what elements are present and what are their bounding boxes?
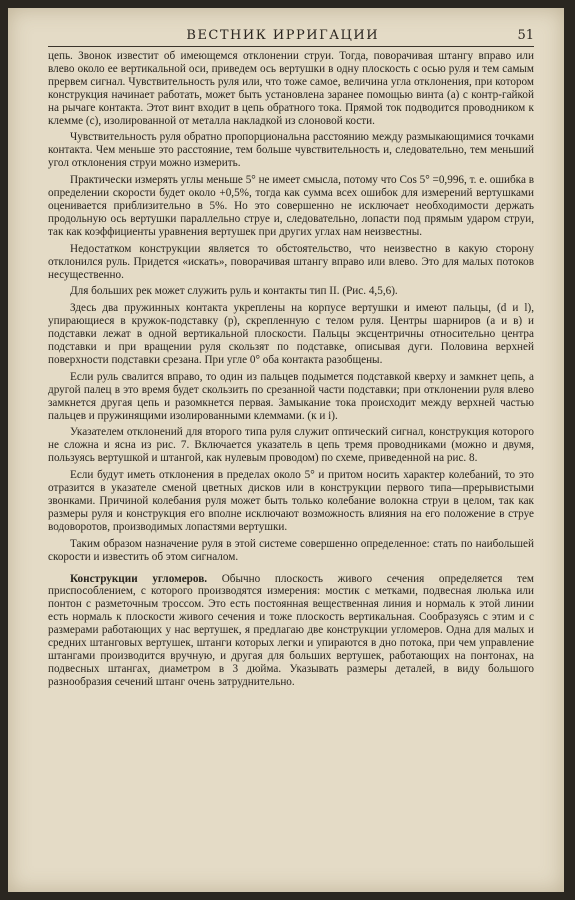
page-number: 51 — [517, 28, 534, 43]
section-text: Обычно плоскость живого сечения определяется тем приспособлением, с которого производятся измерения: мостик с метками, подвесная люлька или понтон с разметочным троссом. Это есть постоянная вещественная линия и нормаль к этой линии есть нормаль к плоскости живого сечения и тоже плоскость вертикальная. Сообразуясь с этим и с размерами работающих у нас вертушек, я предлагаю две конструкции угломеров. Одна для малых и средних штанговых вертушек, штанги которых легки и упираются в дно потока, при чем управление штангами производится вручную, и другая для больших вертушек, работающих на понтонах, на подвесных штангах, диаметром в 3 дюйма. Указывать размеры деталей, в виду большого разнообразия сечений штанг очень затруднительно. — [48, 572, 535, 688]
paragraph-1: цепь. Звонок известит об имеющемся отклонении струи. Тогда, поворачивая штангу вправо или влево около ее вертикальной оси, приведем ось вертушки в одну плоскость с осью руля и тем самым прервем сигнал. Чувствительность руля или, что тоже самое, величина угла отклонения, при котором конструкция начинает работать, может быть установлена заранее помощью винта (а) с контр-гайкой на рычаге контакта. Этот винт входит в цепь обратного тока. Прямой ток подводится проводником к клемме (с), изолированной от металла накладкой из слоновой кости. — [48, 50, 534, 127]
paragraph-5: Для больших рек может служить руль и контакты тип II. (Рис. 4,5,6). — [70, 285, 398, 298]
paragraph-7: Если руль свалится вправо, то один из пальцев подымется подставкой кверху и замкнет цепь, а другой палец в это время будет скользить по срезанной части подставки; при отклонении руля влево замкнется другая цепь и разомкнется первая. Замыкание тока происходит между верхней частью пальцев и пружинящими изолированными клеммами. (к и i). — [48, 370, 534, 422]
section-heading: Конструкции угломеров. — [70, 572, 208, 585]
journal-page — [8, 8, 564, 892]
paragraph-10: Таким образом назначение руля в этой системе совершенно определенное: стать по наибольшей скорости и известить об этом сигналом. — [48, 537, 534, 563]
paragraph-2: Чувствительность руля обратно пропорциональна расстоянию между размыкающимися точками контакта. Чем меньше это расстояние, тем больше чувствительность и, следовательно, тем меньший угол отклонения струи можно измерить. — [48, 131, 534, 170]
page-header — [48, 20, 534, 47]
running-title: ВЕСТНИК ИРРИГАЦИИ — [186, 28, 380, 43]
section-paragraph — [48, 573, 534, 689]
paragraph-4: Недостатком конструкции является то обстоятельство, что неизвестно в какую сторону отклонился руль. Придется «искать», поворачивая штангу вправо или влево. Это для малых потоков несущественно. — [48, 242, 534, 281]
paragraph-8: Указателем отклонений для второго типа руля служит оптический сигнал, конструкция которого не сложна и ясна из рис. 7. Включается указатель в цепь тремя проводниками (можно и двумя, пользуясь вертушкой и штангой, как нулевым проводом) по схеме, приведенной на рис. 8. — [48, 426, 534, 465]
paragraph-3: Практически измерять углы меньше 5° не имеет смысла, потому что Cos 5° =0,996, т. е. ошибка в определении скорости будет около +0,5%, тогда как сумма всех ошибок для измерений вертушками оценивается приблизительно в 5%. Но это совершенно не исключает необходимости держать продольную ось вертушки параллельно струе и, следовательно, лопасти под прямым ударом струи, так как коэффициенты уравнения вертушек при других углах нам неизвестны. — [48, 174, 534, 238]
paragraph-9: Если будут иметь отклонения в пределах около 5° и притом носить характер колебаний, то это отразится в указателе сменой цветных дисков или в конструкции первого типа—прерывистыми звонками. Причиной колебания руля может быть только колебание волокна струи в целом, так как размеры руля и конструкция его вполне исключают возможность влияния на его положение в струе водоворотов, производимых лопастями вертушки. — [48, 469, 534, 533]
article-body — [48, 50, 534, 878]
paragraph-6: Здесь два пружинных контакта укреплены на корпусе вертушки и имеют пальцы, (d и l), упирающиеся в кружок-подставку (р), скрепленную с телом руля. Центры шарниров (а и в) и подставки лежат в одной вертикальной плоскости. Пальцы эксцентричны относительно центра подставки и при вращении руля скользят по подставке, описывая дуги. Половина верхней поверхности подставки срезана. При угле 0° оба контакта разобщены. — [48, 302, 534, 366]
